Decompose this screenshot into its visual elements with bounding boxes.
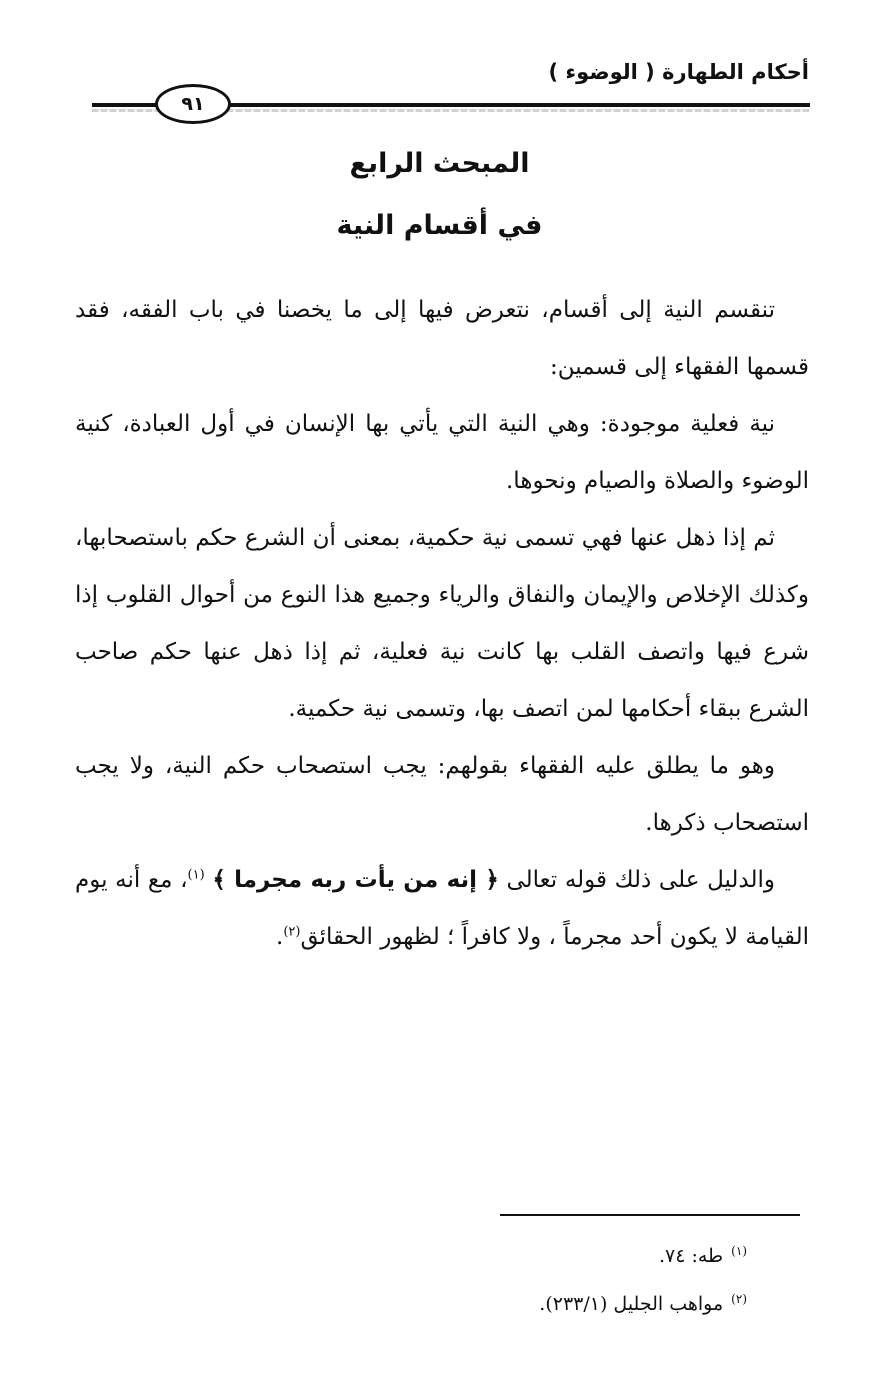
section-title: المبحث الرابع — [349, 148, 530, 179]
footnote-mark: (١) — [731, 1243, 747, 1258]
section-subtitle: في أقسام النية — [336, 210, 543, 241]
footnote-text: طه: ٧٤. — [658, 1245, 724, 1267]
body-text — [75, 282, 809, 966]
footnote-reference: (١) — [187, 867, 205, 883]
footnote-text: مواهب الجليل (٢٣٣/١). — [539, 1293, 724, 1315]
paragraph: نية فعلية موجودة: وهي النية التي يأتي بها الإنسان في أول العبادة، كنية الوضوء والصلاة والصيام ونحوها. — [75, 411, 809, 494]
footnote — [147, 1232, 747, 1280]
paragraph: ثم إذا ذهل عنها فهي تسمى نية حكمية، بمعنى أن الشرع حكم باستصحابها، وكذلك الإخلاص والإيمان والنفاق والرياء وجميع هذا النوع من أحوال القلوب إذا شرع فيها واتصف القلب بها كانت نية فعلية، ثم إذا ذهل عنها حكم صاحب الشرع ببقاء أحكامها لمن اتصف بها، وتسمى نية حكمية. — [75, 525, 809, 722]
quran-verse: ﴿ إنه من يأت ربه مجرما ﴾ — [212, 867, 499, 893]
footnote-reference: (٢) — [283, 924, 301, 940]
paragraph-text: ، مع أنه يوم القيامة لا يكون أحد مجرماً ، ولا كافراً ؛ لظهور الحقائق — [75, 867, 809, 950]
page-number: ٩١ — [155, 84, 231, 124]
paragraph-text: . — [276, 924, 284, 950]
paragraph-text: والدليل على ذلك قوله تعالى — [506, 867, 776, 893]
paragraph-with-ayah — [75, 852, 809, 966]
paragraph: تنقسم النية إلى أقسام، نتعرض فيها إلى ما يخصنا في باب الفقه، فقد قسمها الفقهاء إلى قسمين: — [75, 297, 809, 380]
footnotes — [147, 1232, 747, 1328]
footnote — [147, 1280, 747, 1328]
running-header-title: أحكام الطهارة ( الوضوء ) — [548, 60, 809, 84]
footnote-mark: (٢) — [731, 1291, 747, 1306]
footnote-separator — [500, 1214, 800, 1216]
paragraph: وهو ما يطلق عليه الفقهاء بقولهم: يجب استصحاب حكم النية، ولا يجب استصحاب ذكرها. — [75, 753, 809, 836]
